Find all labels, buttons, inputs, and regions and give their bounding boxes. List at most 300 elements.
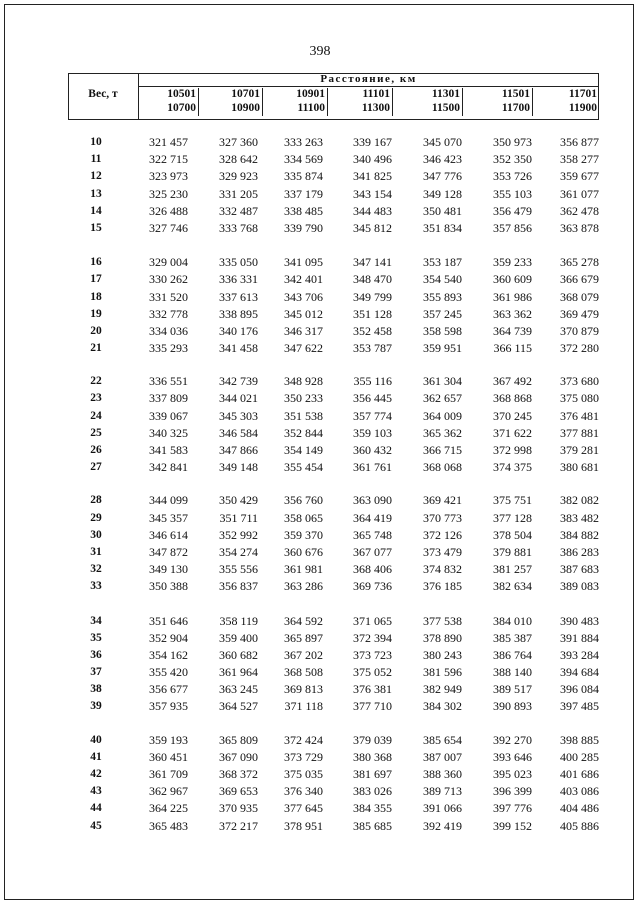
value-cell: 364 225: [149, 801, 188, 816]
value-cell: 378 951: [284, 818, 323, 833]
value-cell: 338 895: [219, 306, 258, 321]
value-cell: 345 812: [353, 220, 392, 235]
value-cell: 396 084: [560, 682, 599, 697]
value-cell: 347 141: [353, 255, 392, 270]
weight-cell: 42: [90, 768, 102, 780]
value-cell: 346 614: [149, 527, 188, 542]
table-row: [68, 134, 599, 151]
value-cell: 323 973: [149, 169, 188, 184]
value-cell: 358 277: [560, 152, 599, 167]
value-cell: 386 283: [560, 544, 599, 559]
value-cell: 340 176: [219, 323, 258, 338]
distance-range-header: [201, 88, 263, 116]
value-cell: 390 483: [560, 613, 599, 628]
value-cell: 373 723: [353, 647, 392, 662]
value-cell: 377 128: [493, 510, 532, 525]
value-cell: 344 099: [149, 493, 188, 508]
table-row: [68, 561, 599, 578]
value-cell: 364 739: [493, 323, 532, 338]
value-cell: 369 479: [560, 306, 599, 321]
value-cell: 344 483: [353, 203, 392, 218]
table-row: [68, 151, 599, 168]
table-row: [68, 425, 599, 442]
value-cell: 363 362: [493, 306, 532, 321]
value-cell: 365 897: [284, 630, 323, 645]
value-cell: 361 709: [149, 767, 188, 781]
value-cell: 384 882: [560, 527, 599, 542]
value-cell: 372 126: [423, 527, 462, 542]
value-cell: 392 419: [423, 818, 462, 833]
weight-cell: 44: [90, 802, 102, 815]
table-row: [68, 289, 599, 306]
value-cell: 396 399: [493, 784, 532, 799]
value-cell: 363 286: [284, 579, 323, 594]
weight-cell: 26: [90, 444, 102, 456]
value-cell: 377 710: [353, 699, 392, 714]
row-group: [68, 373, 599, 476]
weight-cell: 33: [90, 580, 102, 593]
table-row: [68, 749, 599, 766]
weight-cell: 31: [90, 545, 102, 558]
weight-cell: 19: [90, 307, 102, 320]
value-cell: 359 233: [493, 255, 532, 270]
weight-cell: 12: [90, 170, 102, 183]
weight-cell: 16: [90, 256, 102, 269]
weight-cell: 22: [90, 375, 102, 388]
value-cell: 374 832: [423, 562, 462, 577]
value-cell: 356 445: [353, 391, 392, 406]
value-cell: 360 682: [219, 647, 258, 662]
range-to: 10900: [231, 101, 260, 114]
value-cell: 399 152: [493, 818, 532, 833]
value-cell: 379 281: [560, 443, 599, 457]
value-cell: 368 079: [560, 289, 599, 304]
value-cell: 351 711: [219, 510, 258, 525]
value-cell: 373 479: [423, 544, 462, 559]
value-cell: 371 118: [284, 699, 323, 714]
range-to: 10700: [167, 101, 196, 114]
value-cell: 375 080: [560, 391, 599, 406]
table-row: [68, 783, 599, 800]
value-cell: 357 856: [493, 220, 532, 235]
weight-cell: 39: [90, 700, 102, 713]
value-cell: 341 583: [149, 443, 188, 457]
value-cell: 355 103: [493, 186, 532, 201]
value-cell: 367 492: [493, 374, 532, 389]
page-number: 398: [309, 44, 331, 59]
value-cell: 361 981: [284, 562, 323, 577]
value-cell: 361 304: [423, 374, 462, 389]
table-row: [68, 578, 599, 595]
table-row: [68, 510, 599, 527]
value-cell: 381 697: [353, 767, 392, 781]
value-cell: 332 487: [219, 203, 258, 218]
table-row: [68, 340, 599, 357]
table-row: [68, 698, 599, 715]
value-cell: 369 421: [423, 493, 462, 508]
value-cell: 356 677: [149, 682, 188, 697]
value-cell: 363 090: [353, 493, 392, 508]
value-cell: 347 866: [219, 443, 258, 457]
value-cell: 347 776: [423, 169, 462, 184]
range-to: 11500: [431, 101, 460, 114]
value-cell: 347 622: [284, 341, 323, 356]
value-cell: 351 834: [423, 220, 462, 235]
tariff-table: [68, 73, 599, 835]
value-cell: 335 050: [219, 255, 258, 270]
weight-cell: 27: [90, 461, 102, 474]
value-cell: 372 998: [493, 443, 532, 457]
value-cell: 359 951: [423, 341, 462, 356]
weight-cell: 18: [90, 290, 102, 303]
range-from: 10901: [296, 88, 325, 100]
value-cell: 388 140: [493, 665, 532, 680]
value-cell: 357 245: [423, 306, 462, 321]
table-row: [68, 442, 599, 459]
value-cell: 384 302: [423, 699, 462, 714]
value-cell: 352 992: [219, 527, 258, 542]
table-row: [68, 186, 599, 203]
range-to: 11700: [501, 101, 530, 114]
value-cell: 356 479: [493, 203, 532, 218]
value-cell: 369 736: [353, 579, 392, 594]
table-row: [68, 203, 599, 220]
weight-cell: 35: [90, 631, 102, 644]
value-cell: 336 551: [149, 374, 188, 389]
value-cell: 352 458: [353, 323, 392, 338]
value-cell: 366 115: [493, 341, 532, 356]
weight-cell: 10: [90, 136, 102, 148]
value-cell: 365 362: [423, 425, 462, 440]
value-cell: 325 230: [149, 186, 188, 201]
distance-range-header: [331, 88, 393, 116]
value-cell: 356 837: [219, 579, 258, 594]
value-cell: 353 187: [423, 255, 462, 270]
value-cell: 374 375: [493, 460, 532, 475]
value-cell: 355 556: [219, 562, 258, 577]
value-cell: 367 090: [219, 749, 258, 764]
value-cell: 338 485: [284, 203, 323, 218]
range-from: 11701: [568, 88, 597, 100]
value-cell: 333 263: [284, 135, 323, 149]
weight-cell: 11: [90, 153, 102, 166]
value-cell: 379 039: [353, 732, 392, 747]
value-cell: 398 885: [560, 732, 599, 747]
value-cell: 352 350: [493, 152, 532, 167]
table-row: [68, 220, 599, 237]
table-row: [68, 390, 599, 407]
value-cell: 337 179: [284, 186, 323, 201]
value-cell: 349 128: [423, 186, 462, 201]
distance-range-header: [401, 88, 463, 116]
value-cell: 329 004: [149, 255, 188, 270]
value-cell: 349 799: [353, 289, 392, 304]
value-cell: 355 116: [353, 374, 392, 389]
range-to: 11900: [568, 101, 597, 114]
value-cell: 335 293: [149, 341, 188, 356]
value-cell: 337 809: [149, 391, 188, 406]
value-cell: 365 809: [219, 732, 258, 747]
value-cell: 333 768: [219, 220, 258, 235]
value-cell: 382 634: [493, 579, 532, 594]
value-cell: 353 726: [493, 169, 532, 184]
distance-range-header: [471, 88, 533, 116]
value-cell: 376 381: [353, 682, 392, 697]
table-row: [68, 527, 599, 544]
value-cell: 331 205: [219, 186, 258, 201]
value-cell: 356 877: [560, 135, 599, 149]
value-cell: 397 776: [493, 801, 532, 816]
table-row: [68, 800, 599, 817]
value-cell: 375 052: [353, 665, 392, 680]
value-cell: 346 317: [284, 323, 323, 338]
value-cell: 391 884: [560, 630, 599, 645]
weight-cell: 37: [90, 666, 102, 679]
value-cell: 368 508: [284, 665, 323, 680]
value-cell: 354 274: [219, 544, 258, 559]
value-cell: 384 010: [493, 613, 532, 628]
value-cell: 369 653: [219, 784, 258, 799]
value-cell: 326 488: [149, 203, 188, 218]
value-cell: 337 613: [219, 289, 258, 304]
value-cell: 339 167: [353, 135, 392, 149]
value-cell: 360 451: [149, 749, 188, 764]
weight-cell: 15: [90, 221, 102, 234]
value-cell: 359 370: [284, 527, 323, 542]
value-cell: 334 036: [149, 323, 188, 338]
value-cell: 372 424: [284, 732, 323, 747]
value-cell: 365 748: [353, 527, 392, 542]
weight-cell: 32: [90, 563, 102, 576]
weight-cell: 38: [90, 683, 102, 696]
table-row: [68, 630, 599, 647]
value-cell: 380 368: [353, 749, 392, 764]
weight-cell: 23: [90, 392, 102, 405]
value-cell: 389 713: [423, 784, 462, 799]
value-cell: 355 893: [423, 289, 462, 304]
value-cell: 339 067: [149, 408, 188, 423]
weight-cell: 24: [90, 409, 102, 422]
value-cell: 349 130: [149, 562, 188, 577]
value-cell: 342 739: [219, 374, 258, 389]
table-row: [68, 408, 599, 425]
value-cell: 328 642: [219, 152, 258, 167]
value-cell: 358 119: [219, 613, 258, 628]
value-cell: 400 285: [560, 749, 599, 764]
value-cell: 345 303: [219, 408, 258, 423]
value-cell: 366 679: [560, 272, 599, 287]
range-to: 11300: [361, 101, 390, 114]
value-cell: 341 825: [353, 169, 392, 184]
value-cell: 387 007: [423, 749, 462, 764]
value-cell: 376 340: [284, 784, 323, 799]
value-cell: 346 423: [423, 152, 462, 167]
value-cell: 381 257: [493, 562, 532, 577]
table-row: [68, 323, 599, 340]
distance-header: Расстояние, км: [320, 73, 417, 85]
range-from: 11101: [362, 88, 390, 100]
value-cell: 345 357: [149, 510, 188, 525]
value-cell: 343 706: [284, 289, 323, 304]
value-cell: 395 023: [493, 767, 532, 781]
value-cell: 354 149: [284, 443, 323, 457]
value-cell: 352 904: [149, 630, 188, 645]
value-cell: 371 622: [493, 425, 532, 440]
value-cell: 351 646: [149, 613, 188, 628]
value-cell: 388 360: [423, 767, 462, 781]
value-cell: 357 774: [353, 408, 392, 423]
weight-cell: 28: [90, 494, 102, 507]
value-cell: 377 538: [423, 613, 462, 628]
value-cell: 350 973: [493, 135, 532, 149]
value-cell: 340 325: [149, 425, 188, 440]
value-cell: 350 233: [284, 391, 323, 406]
table-row: [68, 254, 599, 271]
value-cell: 321 457: [149, 135, 188, 149]
value-cell: 360 609: [493, 272, 532, 287]
value-cell: 342 841: [149, 460, 188, 475]
value-cell: 373 680: [560, 374, 599, 389]
value-cell: 335 874: [284, 169, 323, 184]
row-group: [68, 732, 599, 835]
value-cell: 360 432: [353, 443, 392, 457]
value-cell: 322 715: [149, 152, 188, 167]
value-cell: 360 676: [284, 544, 323, 559]
value-cell: 368 372: [219, 767, 258, 781]
value-cell: 403 086: [560, 784, 599, 799]
value-cell: 380 681: [560, 460, 599, 475]
value-cell: 370 245: [493, 408, 532, 423]
table-row: [68, 168, 599, 185]
table-row: [68, 647, 599, 664]
value-cell: 377 881: [560, 425, 599, 440]
value-cell: 376 185: [423, 579, 462, 594]
value-cell: 362 967: [149, 784, 188, 799]
value-cell: 364 009: [423, 408, 462, 423]
value-cell: 362 478: [560, 203, 599, 218]
value-cell: 354 162: [149, 647, 188, 662]
value-cell: 341 458: [219, 341, 258, 356]
range-from: 11501: [501, 88, 530, 100]
value-cell: 375 035: [284, 767, 323, 781]
value-cell: 370 935: [219, 801, 258, 816]
value-cell: 368 068: [423, 460, 462, 475]
table-row: [68, 373, 599, 390]
value-cell: 378 890: [423, 630, 462, 645]
range-to: 11100: [297, 101, 325, 114]
weight-cell: 21: [90, 342, 102, 355]
table-row: [68, 818, 599, 835]
row-group: [68, 492, 599, 595]
value-cell: 377 645: [284, 801, 323, 816]
value-cell: 339 790: [284, 220, 323, 235]
range-from: 10501: [167, 88, 196, 100]
row-group: [68, 134, 599, 237]
value-cell: 331 520: [149, 289, 188, 304]
value-cell: 365 483: [149, 818, 188, 833]
weight-cell: 13: [90, 187, 102, 200]
value-cell: 343 154: [353, 186, 392, 201]
value-cell: 359 193: [149, 732, 188, 747]
value-cell: 363 245: [219, 682, 258, 697]
value-cell: 370 773: [423, 510, 462, 525]
weight-cell: 43: [90, 785, 102, 798]
distance-range-header: [266, 88, 328, 116]
weight-cell: 25: [90, 426, 102, 439]
table-row: [68, 544, 599, 561]
value-cell: 381 596: [423, 665, 462, 680]
value-cell: 346 584: [219, 425, 258, 440]
table-row: [68, 459, 599, 476]
value-cell: 383 026: [353, 784, 392, 799]
value-cell: 367 077: [353, 544, 392, 559]
weight-cell: 14: [90, 204, 102, 217]
value-cell: 394 684: [560, 665, 599, 680]
weight-cell: 30: [90, 528, 102, 541]
distance-range-header: [537, 88, 599, 116]
value-cell: 368 406: [353, 562, 392, 577]
value-cell: 391 066: [423, 801, 462, 816]
value-cell: 347 872: [149, 544, 188, 559]
value-cell: 355 420: [149, 665, 188, 680]
weight-cell: 17: [90, 273, 102, 286]
value-cell: 383 482: [560, 510, 599, 525]
value-cell: 351 128: [353, 306, 392, 321]
value-cell: 350 481: [423, 203, 462, 218]
value-cell: 329 923: [219, 169, 258, 184]
table-header: [68, 73, 599, 120]
value-cell: 393 646: [493, 749, 532, 764]
value-cell: 389 517: [493, 682, 532, 697]
value-cell: 369 813: [284, 682, 323, 697]
value-cell: 375 751: [493, 493, 532, 508]
value-cell: 342 401: [284, 272, 323, 287]
distance-range-header: [137, 88, 199, 116]
value-cell: 359 103: [353, 425, 392, 440]
value-cell: 362 657: [423, 391, 462, 406]
weight-cell: 34: [90, 614, 102, 627]
value-cell: 353 787: [353, 341, 392, 356]
value-cell: 373 729: [284, 749, 323, 764]
value-cell: 376 481: [560, 408, 599, 423]
value-cell: 361 986: [493, 289, 532, 304]
value-cell: 361 761: [353, 460, 392, 475]
value-cell: 348 928: [284, 374, 323, 389]
value-cell: 371 065: [353, 613, 392, 628]
value-cell: 348 470: [353, 272, 392, 287]
value-cell: 358 598: [423, 323, 462, 338]
value-cell: 384 355: [353, 801, 392, 816]
value-cell: 354 540: [423, 272, 462, 287]
table-row: [68, 766, 599, 783]
value-cell: 378 504: [493, 527, 532, 542]
weight-column-header: Вес, т: [88, 88, 118, 100]
value-cell: 392 270: [493, 732, 532, 747]
value-cell: 352 844: [284, 425, 323, 440]
weight-cell: 45: [90, 819, 102, 832]
table-row: [68, 732, 599, 749]
value-cell: 367 202: [284, 647, 323, 662]
weight-cell: 41: [90, 750, 102, 763]
value-cell: 332 778: [149, 306, 188, 321]
weight-cell: 36: [90, 648, 102, 661]
table-row: [68, 681, 599, 698]
table-row: [68, 492, 599, 509]
value-cell: 336 331: [219, 272, 258, 287]
range-from: 11301: [431, 88, 460, 100]
value-cell: 370 879: [560, 323, 599, 338]
value-cell: 359 400: [219, 630, 258, 645]
